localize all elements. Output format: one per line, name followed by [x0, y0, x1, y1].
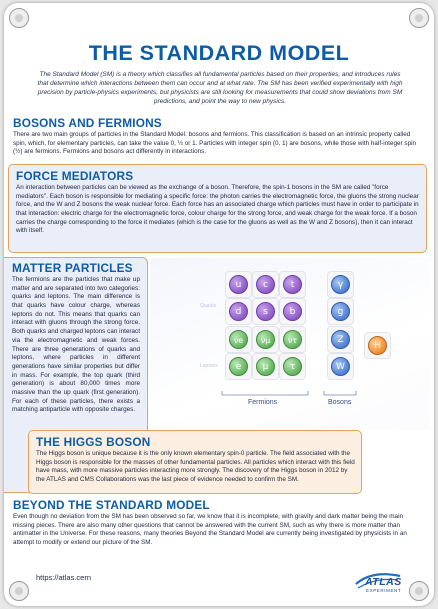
quark-top: t	[283, 275, 302, 294]
force-mediators-text: An interaction between particles can be viewed as the exchange of a boson. Therefore, the spin-1 bosons in the SM are called "force mediators". Each boson is responsible for mediating a specific force: the photon carries the electromagnetic force, the gluons the strong nuclear force, and the W and Z bosons the weak nuclear force. Each force has an associated charge which particles must have in order to participate in that interaction: electric charge for the electromagnetic force, colour charge for the strong force, and weak charge for the weak force. If a boson carries the charge corresponding to the force it mediates (which is the case for the gluons as well as the W and Z bosons), then it can interact with itself.	[16, 184, 419, 235]
matter-particles-heading: MATTER PARTICLES	[12, 261, 133, 275]
corner-pin-top-right	[409, 8, 429, 28]
quark-down: d	[229, 302, 248, 321]
lepton-electron: e	[229, 357, 248, 376]
lepton-muon: μ	[256, 357, 275, 376]
poster: THE STANDARD MODEL The Standard Model (SM) is a theory which classifies all fundamental particles based on their properties, and introduces rules that determine which interactions between them can occur and at what rate. The SM has been verified experimentally with high precision by particle-physics experiments, but physicists are still looking for measurements that could show deviations from SM predictions, and point the way to new physics. BOSONS AND FERMIONS There are two main groups of particles in the Standard Model: bosons and fermions. This classification is based on an intrinsic property called spin, which, for elementary particles, can take the value 0, ½ or 1. Particles with integer spin (0, 1) are bosons, while those with half-integer spin (½) are fermions. Fermions and bosons act differently in interactions. FORCE MEDIATORS An interaction between particles can be viewed as the exchange of a boson. Therefore, the spin-1 bosons in the SM are called "force mediators". Each boson is responsible for mediating a specific force: the photon carries the electromagnetic force, the gluons the strong nuclear force, and the W and Z bosons the weak nuclear force. Each force has an associated charge which particles must have in order to participate in that interaction: electric charge for the electromagnetic force, colour charge for the strong force, and weak charge for the weak force. If a boson carries the charge corresponding to the force it mediates (which is the case for the gluons as well as the W and Z bosons), then it can interact with itself. MATTER PARTICLES The fermions are the particles that make up matter and are separated into two categories: quarks and leptons. The main difference is that quarks have colour charge, whereas leptons do not. This means that quarks can interact with gluons through the strong force. Both quarks and charged leptons can interact via the electromagnetic and weak forces. There are three generations of quarks and leptons, where particles in different generations have similar properties but differ in mass. For example, the top quark (third generation) is about 80,000 times more massive than the up quark (first generation). For each of these particles, there exists a matching antiparticle with opposite charges. Quarks Leptons u c t d s b νe νμ ντ e μ τ γ g Z W H Fermions Bosons THE HIGGS BOSON The Higgs boson is unique because it is the only known elementary spin-0 particle. The field associated with the Higgs boson is responsible for the masses of other fundamental particles. All particles which interact with this field have mass, with more massive particles interacting more strongly. The discovery of the Higgs boson in 2012 by the ATLAS and CMS Collaborations was the last piece of evidence needed to confirm the SM. BEYOND THE STANDARD MODEL Even though no deviation from the SM has been observed so far, we know that it is incomplete, with gravity and dark matter being the main missing pieces. There are also many other questions that cannot be answered with the current SM, such as why there is more matter than antimatter in the Universe. For these reasons, many theories Beyond the Standard Model are currently being investigated by physicists in an attempt to modify or extend our picture of the SM. https://atlas.cern ATLAS EXPERIMENT	[4, 3, 434, 606]
lepton-muon-neutrino: νμ	[256, 330, 275, 349]
bosons-fermions-text: There are two main groups of particles in the Standard Model: bosons and fermions. This classification is based on an intrinsic property called spin, which, for elementary particles, can take the value 0, ½ or 1. Particles with integer spin (0, 1) are bosons, while those with half-integer spin (½) are fermions. Fermions and bosons act differently in interactions.	[13, 131, 417, 156]
page-title: THE STANDARD MODEL	[88, 41, 350, 65]
lepton-tau-neutrino: ντ	[283, 330, 302, 349]
boson-gluon: g	[331, 302, 350, 321]
bosons-fermions-heading: BOSONS AND FERMIONS	[13, 116, 162, 130]
boson-photon: γ	[331, 275, 350, 294]
atlas-logo-subtext: EXPERIMENT	[366, 588, 402, 593]
atlas-experiment-logo	[352, 568, 408, 596]
lepton-electron-neutrino: νe	[229, 330, 248, 349]
quark-strange: s	[256, 302, 275, 321]
atlas-logo-text: ATLAS	[365, 576, 402, 588]
fermions-label: Fermions	[248, 399, 278, 406]
boson-w: W	[331, 357, 350, 376]
quark-up: u	[229, 275, 248, 294]
bosons-label: Bosons	[328, 399, 352, 406]
force-mediators-heading: FORCE MEDIATORS	[16, 169, 134, 183]
boson-z: Z	[331, 330, 350, 349]
higgs-boson-heading: THE HIGGS BOSON	[36, 435, 151, 449]
corner-pin-bottom-left	[9, 581, 29, 601]
beyond-heading: BEYOND THE STANDARD MODEL	[13, 498, 210, 512]
quark-charm: c	[256, 275, 275, 294]
matter-particles-text: The fermions are the particles that make up matter and are separated into two categories: quarks and leptons. The main difference is that quarks have colour charge, whereas leptons do not. This means that quarks can interact with gluons through the strong force. Both quarks and charged leptons can interact via the electromagnetic and weak forces. There are three generations of quarks and leptons, where particles in different generations have similar properties but differ in mass. For example, the top quark (third generation) is about 80,000 times more massive than the up quark (first generation). For each of these particles, there exists a matching antiparticle with opposite charges.	[12, 276, 140, 414]
corner-pin-bottom-right	[409, 581, 429, 601]
quark-bottom: b	[283, 302, 302, 321]
higgs-boson-text: The Higgs boson is unique because it is the only known elementary spin-0 particle. The field associated with the Higgs boson is responsible for the masses of other fundamental particles. All particles which interact with this field have mass, with more massive particles interacting more strongly. The discovery of the Higgs boson in 2012 by the ATLAS and CMS Collaborations was the last piece of evidence needed to confirm the SM.	[36, 450, 355, 484]
lepton-tau: τ	[283, 357, 302, 376]
corner-pin-top-left	[9, 8, 29, 28]
atlas-url-link[interactable]: https://atlas.cern	[36, 573, 92, 582]
beyond-text: Even though no deviation from the SM has been observed so far, we know that it is incomplete, with gravity and dark matter being the main missing pieces. There are also many other questions that cannot be answered with the current SM, such as why there is more matter than antimatter in the Universe. For these reasons, many theories Beyond the Standard Model are currently being investigated by physicists in an attempt to modify or extend our picture of the SM.	[13, 513, 407, 547]
higgs-boson-particle: H	[368, 336, 387, 355]
intro-text: The Standard Model (SM) is a theory which classifies all fundamental particles based on their properties, and introduces rules that determine which interactions between them can occur and at what rate. The SM has been verified experimentally with high precision by particle-physics experiments, but physicists are still looking for measurements that could show deviations from SM predictions, and point the way to new physics.	[37, 71, 403, 105]
